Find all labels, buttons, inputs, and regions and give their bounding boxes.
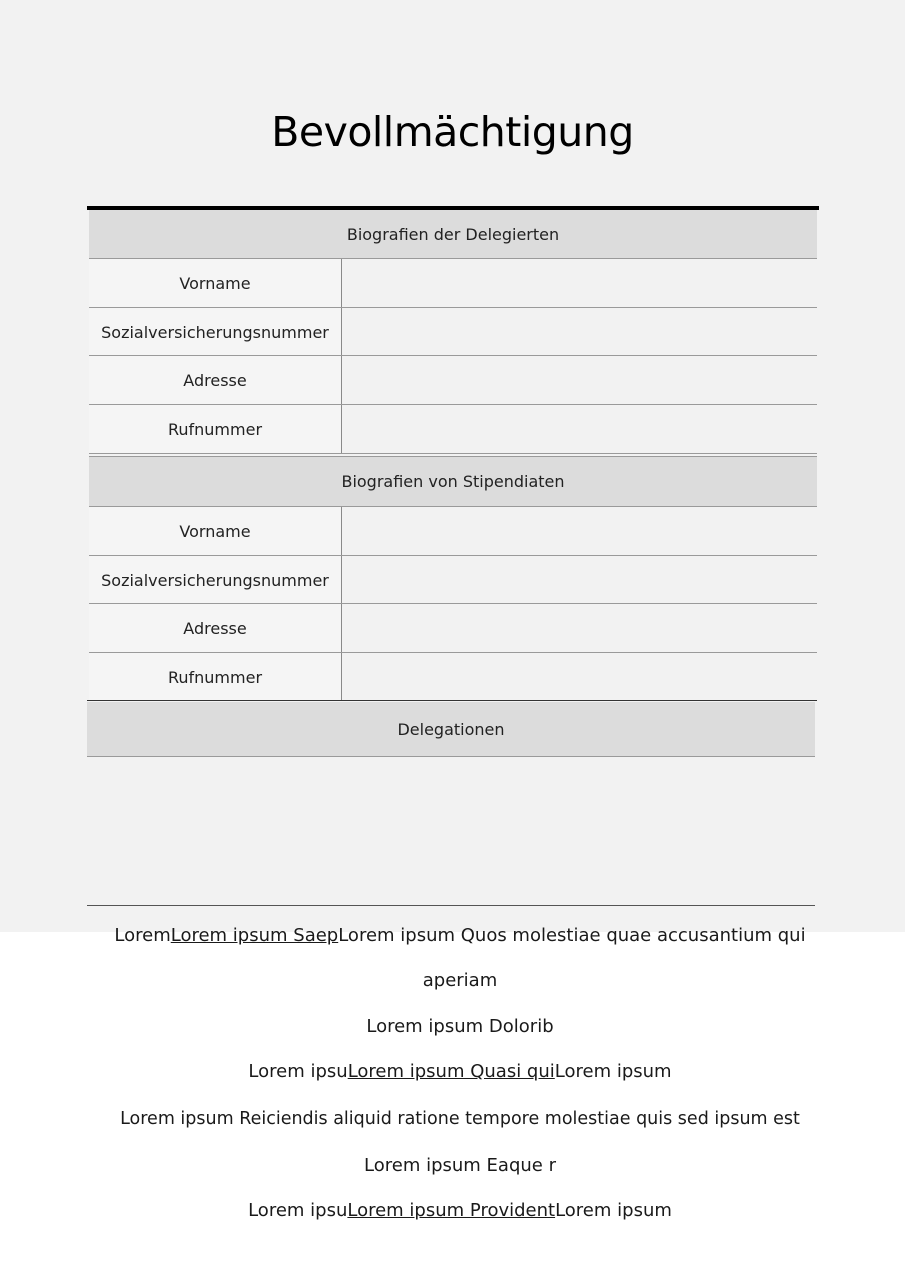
footer-text: Lorem ipsum xyxy=(555,1200,672,1221)
footer-link[interactable]: Lorem ipsum Quasi qui xyxy=(347,1061,555,1082)
row-label: Adresse xyxy=(89,356,342,404)
divider xyxy=(87,700,817,701)
footer-text: Lorem ipsu xyxy=(248,1061,348,1082)
footer-text: Lorem ipsu xyxy=(248,1200,348,1221)
phone-field[interactable] xyxy=(342,405,817,453)
table-row xyxy=(89,308,817,356)
table-row xyxy=(89,507,817,555)
row-label: Sozialversicherungsnummer xyxy=(89,556,342,604)
document-title: Bevollmächtigung xyxy=(271,108,634,156)
social-security-field[interactable] xyxy=(342,308,817,356)
footer-line xyxy=(110,1200,810,1221)
footer-line xyxy=(110,1061,810,1082)
table-row xyxy=(89,653,817,701)
footer-text: Lorem ipsum Quos molestiae quae accusantium qui xyxy=(338,925,806,946)
row-label: Rufnummer xyxy=(89,405,342,453)
footer-line: Lorem ipsum Dolorib xyxy=(366,1016,554,1037)
footer-line: Lorem ipsum Eaque r xyxy=(364,1155,556,1176)
row-label: Adresse xyxy=(89,604,342,652)
delegations-area[interactable] xyxy=(87,757,815,905)
row-label: Sozialversicherungsnummer xyxy=(89,308,342,356)
table-row xyxy=(89,405,817,453)
row-label: Rufnummer xyxy=(89,653,342,701)
phone-field[interactable] xyxy=(342,653,817,701)
table-row xyxy=(89,259,817,307)
table-row xyxy=(89,356,817,404)
address-field[interactable] xyxy=(342,356,817,404)
first-name-field[interactable] xyxy=(342,507,817,555)
footer-line: aperiam xyxy=(422,970,498,991)
address-field[interactable] xyxy=(342,604,817,652)
section-header-scholars: Biografien von Stipendiaten xyxy=(89,457,817,506)
table-row xyxy=(89,556,817,604)
footer-link[interactable]: Lorem ipsum Provident xyxy=(347,1200,556,1221)
footer-text: Lorem xyxy=(114,925,171,946)
footer-link[interactable]: Lorem ipsum Saep xyxy=(170,925,339,946)
section-header-delegations: Delegationen xyxy=(87,702,815,756)
section-header-delegates: Biografien der Delegierten xyxy=(89,210,817,258)
bottom-rule xyxy=(87,905,815,906)
divider xyxy=(89,453,817,454)
row-label: Vorname xyxy=(89,259,342,307)
social-security-field[interactable] xyxy=(342,556,817,604)
footer-line: Lorem ipsum Reiciendis aliquid ratione tempore molestiae quis sed ipsum est xyxy=(120,1109,800,1129)
footer-text: Lorem ipsum xyxy=(554,1061,672,1082)
first-name-field[interactable] xyxy=(342,259,817,307)
footer-line xyxy=(110,925,810,946)
table-row xyxy=(89,604,817,652)
row-label: Vorname xyxy=(89,507,342,555)
